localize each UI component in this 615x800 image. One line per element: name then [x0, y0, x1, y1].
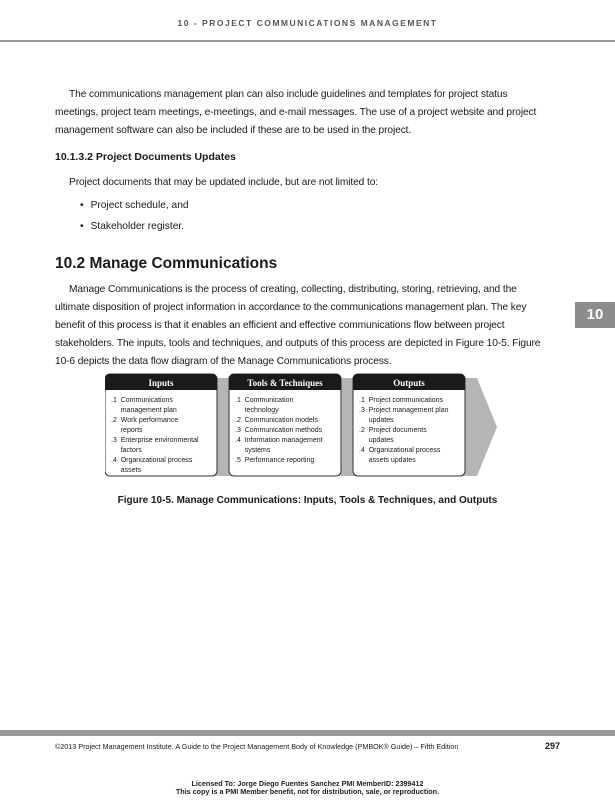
list-item: • Project schedule, and: [80, 197, 189, 218]
panel-title: Inputs: [148, 378, 174, 388]
panel-line: updates: [359, 437, 394, 444]
panel-line: .1 Communication: [235, 397, 294, 404]
panel-line: assets: [111, 467, 141, 474]
panel-title: Outputs: [393, 378, 425, 388]
panel-line: .5 Performance reporting: [235, 457, 315, 464]
header-rule: [0, 40, 615, 42]
inputs-panel: [105, 372, 217, 476]
bullet-list: [80, 197, 189, 239]
panel-line: .4 Organizational process: [359, 447, 441, 454]
license-line: Licensed To: Jorge Diego Fuentes Sanchez PMI MemberID: 2399412: [191, 779, 424, 788]
footer-rule: [0, 730, 615, 736]
panel-title: Tools & Techniques: [247, 378, 323, 388]
panel-line: reports: [111, 427, 143, 434]
section-heading-10-1-3-2: 10.1.3.2 Project Documents Updates: [55, 151, 236, 163]
panel-line: updates: [359, 417, 394, 424]
panel-line: assets updates: [359, 457, 416, 464]
panel-line: .2 Project documents: [359, 427, 427, 434]
running-header: 10 - PROJECT COMMUNICATIONS MANAGEMENT: [177, 18, 438, 28]
footer-copyright: ©2013 Project Management Institute. A Guide to the Project Management Body of Knowledge (PMBOK® Guide) – Fifth Edition: [55, 742, 459, 751]
list-item: • Stakeholder register.: [80, 218, 189, 239]
panel-line: .3 Communication methods: [235, 427, 323, 434]
panel-line: .3 Project management plan: [359, 407, 449, 414]
page-number: 297: [544, 741, 560, 751]
project-docs-lead: Project documents that may be updated include, but are not limited to:: [69, 177, 378, 188]
panel-line: .2 Work performance: [111, 417, 179, 424]
panel-line: .1 Project communications: [359, 397, 444, 404]
ito-diagram: [105, 372, 500, 482]
panel-line: technology: [235, 407, 279, 414]
panel-line: management plan: [111, 407, 177, 414]
panel-line: .1 Communications: [111, 397, 173, 404]
license-notice: This copy is a PMI Member benefit, not for distribution, sale, or reproduction.: [175, 787, 440, 796]
panel-line: systems: [235, 447, 271, 454]
panel-line: factors: [111, 447, 142, 454]
intro-paragraph: The communications management plan can also include guidelines and templates for project status meetings, project team meetings, e-meetings, and e-mail messages. The use of a project website and project management software can also be included if these are to be used in the project.: [55, 89, 537, 136]
figure-caption: Figure 10-5. Manage Communications: Inputs, Tools & Techniques, and Outputs: [117, 495, 498, 506]
section-heading-10-2: 10.2 Manage Communications: [55, 255, 278, 272]
panel-line: .3 Enterprise environmental: [111, 437, 199, 444]
panel-line: .4 Information management: [235, 437, 323, 444]
chapter-tab: 10: [575, 302, 615, 328]
panel-line: .2 Communication models: [235, 417, 318, 424]
manage-communications-paragraph: Manage Communications is the process of creating, collecting, distributing, storing, retrieving, and the ultimate disposition of project information in accordance to the communications management plan. The key benefit of this process is that it enables an efficient and effective communications flow between project stakeholders. The inputs, tools and techniques, and outputs of this process are depicted in Figure 10-5. Figure 10-6 depicts the data flow diagram of the Manage Communications process.: [55, 284, 541, 367]
panel-line: .4 Organizational process: [111, 457, 193, 464]
